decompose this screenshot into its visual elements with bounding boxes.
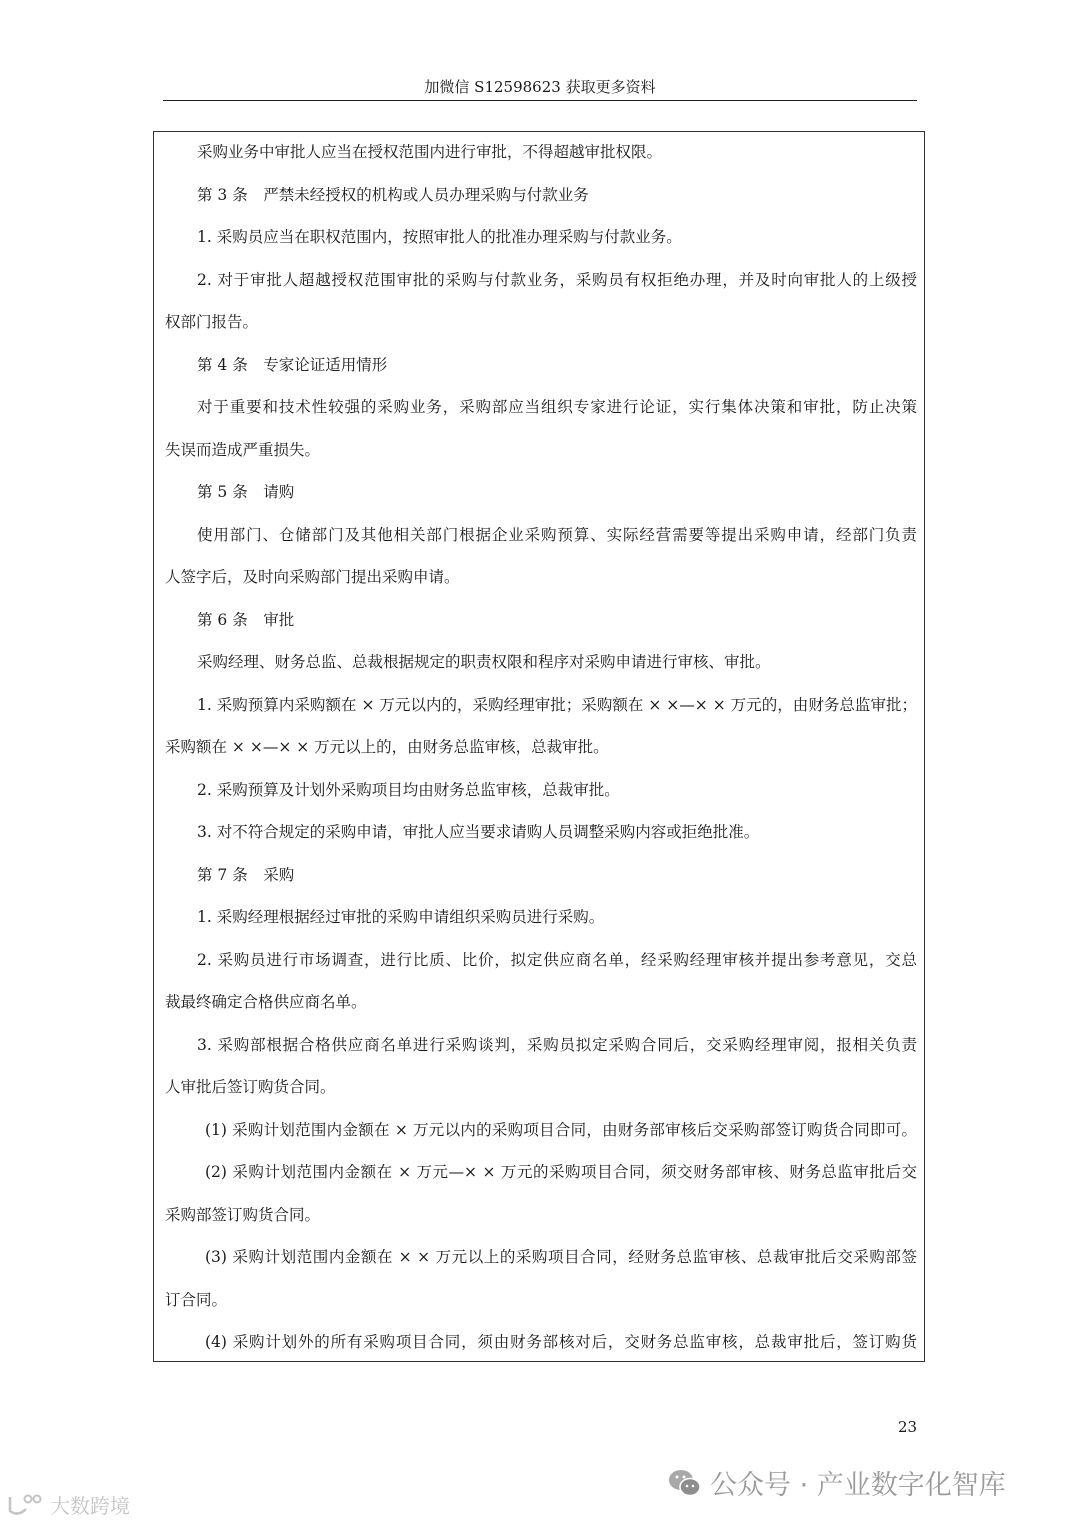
watermark-wechat-text: 公众号 · 产业数字化智库: [710, 1470, 1006, 1501]
text-line: (3) 采购计划范围内金额在 × × 万元以上的采购项目合同，经财务总监审核、总裁审批后交采购部签: [205, 1248, 917, 1266]
text-line: 采购业务中审批人应当在授权范围内进行审批，不得超越审批权限。: [197, 143, 663, 161]
text-line: 1. 采购经理根据经过审批的采购申请组织采购员进行采购。: [197, 908, 605, 926]
brand-logo-icon: [6, 1493, 46, 1517]
text-line: 人签字后，及时向采购部门提出采购申请。: [165, 568, 460, 586]
text-line: (1) 采购计划范围内金额在 × 万元以内的采购项目合同，由财务部审核后交采购部签订购货合同即可。: [205, 1120, 917, 1139]
text-line: 3. 对不符合规定的采购申请，审批人应当要求请购人员调整采购内容或拒绝批准。: [197, 823, 760, 841]
document-body: [165, 131, 917, 1364]
text-line: 2. 采购员进行市场调查，进行比质、比价，拟定供应商名单，经采购经理审核并提出参考意见，交总: [197, 950, 917, 969]
text-line: 第 5 条 请购: [197, 483, 295, 501]
text-line: 3. 采购部根据合格供应商名单进行采购谈判，采购员拟定采购合同后，交采购经理审阅，报相关负责: [197, 1035, 917, 1054]
text-line: 第 6 条 审批: [197, 610, 295, 629]
text-line: 1. 采购预算内采购额在 × 万元以内的，采购经理审批；采购额在 × ×—× × 万元的，由财务总监审批；: [197, 695, 917, 714]
text-line: (2) 采购计划范围内金额在 × 万元—× × 万元的采购项目合同，须交财务部审核、财务总监审批后交: [205, 1163, 917, 1181]
text-line: 采购经理、财务总监、总裁根据规定的职责权限和程序对采购申请进行审核、审批。: [197, 653, 771, 671]
text-line: (4) 采购计划外的所有采购项目合同，须由财务部核对后，交财务总监审核，总裁审批后，签订购货: [205, 1333, 917, 1351]
text-line: 采购部签订购货合同。: [165, 1205, 321, 1224]
wechat-icon: [668, 1468, 702, 1498]
text-line: 人审批后签订购货合同。: [165, 1078, 336, 1096]
text-line: 对于重要和技术性较强的采购业务，采购部应当组织专家进行论证，实行集体决策和审批，防止决策: [197, 398, 917, 416]
watermark-logo: [6, 1490, 130, 1519]
page-header: 加微信 S12598623 获取更多资料: [424, 78, 656, 96]
text-line: 第 7 条 采购: [197, 865, 295, 884]
text-line: 使用部门、仓储部门及其他相关部门根据企业采购预算、实际经营需要等提出采购申请，经部门负责: [197, 525, 917, 544]
text-line: 权部门报告。: [165, 313, 259, 331]
text-line: 采购额在 × ×—× × 万元以上的，由财务总监审核，总裁审批。: [165, 738, 609, 756]
text-line: 第 4 条 专家论证适用情形: [197, 355, 388, 374]
watermark-wechat: [668, 1463, 1006, 1502]
text-line: 第 3 条 严禁未经授权的机构或人员办理采购与付款业务: [197, 185, 589, 204]
header-rule: [163, 100, 917, 101]
text-line: 2. 采购预算及计划外采购项目均由财务总监审核，总裁审批。: [197, 780, 620, 799]
text-line: 2. 对于审批人超越授权范围审批的采购与付款业务，采购员有权拒绝办理，并及时向审批人的上级授: [197, 270, 917, 289]
text-line: 订合同。: [165, 1290, 228, 1309]
text-line: 裁最终确定合格供应商名单。: [165, 993, 367, 1011]
text-line: 1. 采购员应当在职权范围内，按照审批人的批准办理采购与付款业务。: [197, 228, 682, 246]
watermark-logo-text: 大数跨境: [50, 1494, 130, 1518]
page-number: 23: [898, 1418, 918, 1436]
text-line: 失误而造成严重损失。: [165, 440, 321, 459]
